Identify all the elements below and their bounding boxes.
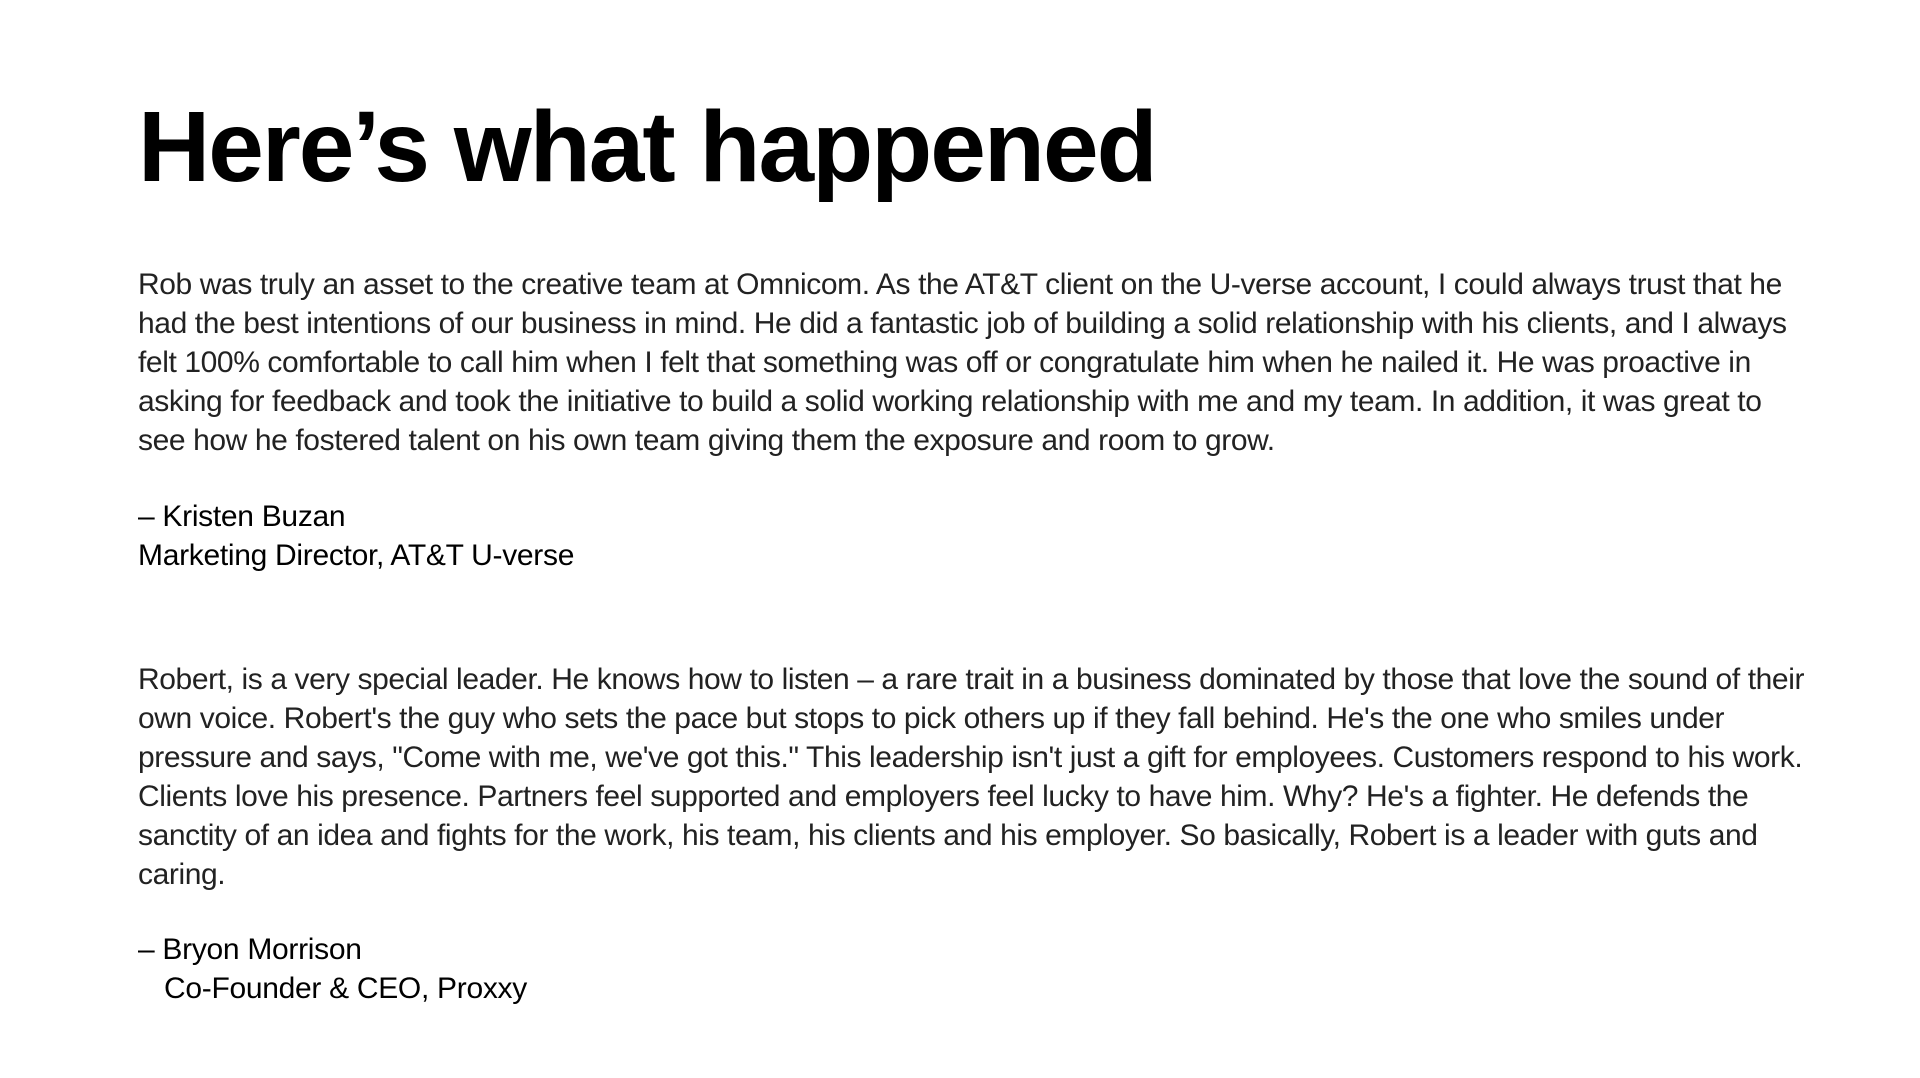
testimonial-quote-kristen: Rob was truly an asset to the creative team at Omnicom. As the AT&T client on the U-verse account, I could always trust that he had the best intentions of our business in mind. He did a fantastic job of building a solid relationship with his clients, and I always felt 100% comfortable to call him when I felt that something was off or congratulate him when he nailed it. He was proactive in asking for feedback and took the initiative to build a solid working relationship with me and my team. In addition, it was great to see how he fostered talent on his own team giving them the exposure and room to grow. xyxy=(138,268,1787,457)
testimonial-role: Marketing Director, AT&T U-verse xyxy=(138,539,575,572)
testimonial-author: – Bryon Morrison xyxy=(138,933,362,966)
page-title: Here’s what happened xyxy=(138,91,1156,203)
testimonial-attribution-bryon xyxy=(138,930,527,1008)
testimonial-role: Co-Founder & CEO, Proxxy xyxy=(164,972,527,1005)
testimonial-attribution-kristen xyxy=(138,497,574,575)
testimonial-author: – Kristen Buzan xyxy=(138,500,346,533)
testimonial-quote-bryon: Robert, is a very special leader. He knows how to listen – a rare trait in a business dominated by those that love the sound of their own voice. Robert's the guy who sets the pace but stops to pick others up if they fall behind. He's the one who smiles under pressure and says, "Come with me, we've got this." This leadership isn't just a gift for employees. Customers respond to his work. Clients love his presence. Partners feel supported and employers feel lucky to have him. Why? He's a fighter. He defends the sanctity of an idea and fights for the work, his team, his clients and his employer. So basically, Robert is a leader with guts and caring. xyxy=(138,663,1805,891)
